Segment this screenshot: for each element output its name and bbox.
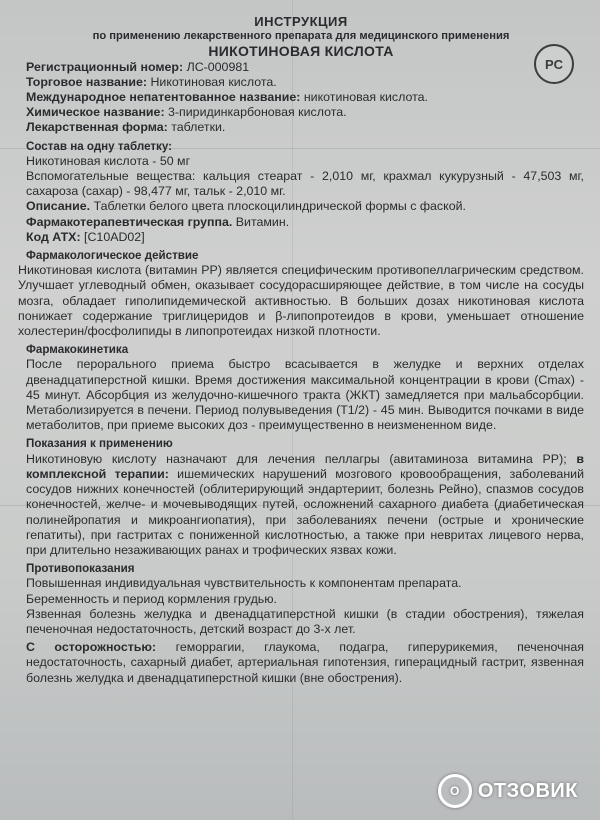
otzovik-watermark [438,774,578,808]
certification-mark-icon: PC [534,44,574,84]
reg-number: Регистрационный номер: ЛС-000981 [26,59,250,74]
contraindication-line: Беременность и период кормления грудью. [26,591,278,606]
leaflet-text [18,14,584,686]
leaflet-header [18,14,584,60]
atc-code: Код АТХ: [C10AD02] [26,229,145,244]
chemical-name: Химическое название: 3-пиридинкарбоновая кислота. [26,105,347,120]
description: Описание. Таблетки белого цвета плоскоцилиндрической формы с фаской. [26,199,466,214]
indications-heading: Показания к применению [26,437,173,451]
inn-name: Международное непатентованное название: никотиновая кислота. [26,90,428,105]
pharm-group: Фармакотерапевтическая группа. Витамин. [26,214,290,229]
pharmacodynamics-heading: Фармакологическое действие [26,249,199,263]
otzovik-logo-icon: O [438,774,472,808]
dosage-form: Лекарственная форма: таблетки. [26,120,226,135]
indications-text: Никотиновую кислоту назначают для лечения пеллагры (авитаминоза витамина РР); в комплексной терапии: ишемических нарушений мозгового кровообращения, заболеваний сосудов нижних конечностей (облитерирующий эндартериит, болезнь Рейно), спазмов сосудов конечностей, желче- и мочевыводящих путей, осложнений сахарного диабета (диабетическая полинейропатия и микроангиопатия), при заболеваниях печени (острые и хронические гепатиты), при гастритах с пониженной кислотностью, а также при невритах лицевого нерва, при длительно незаживающих ранах и трофических язвах кожи. [26,451,584,557]
watermark-text: ОТЗОВИК [477,779,578,802]
contraindication-line: Язвенная болезнь желудка и двенадцатиперстной кишки (в стадии обострения), тяжелая печеночная недостаточность, детский возраст до 3-х лет. [26,606,584,636]
excipients: Вспомогательные вещества: кальция стеарат - 2,010 мг, крахмал кукурузный - 47,503 мг, сахароза (сахар) - 98,477 мг, тальк - 2,010 мг. [26,169,584,199]
composition-heading: Состав на одну таблетку: [26,139,172,153]
pharmacokinetics-heading: Фармакокинетика [26,343,129,357]
trade-name: Торговое название: Никотиновая кислота. [26,74,277,89]
contraindications-heading: Противопоказания [26,562,135,576]
pharmacokinetics-text: После перорального приема быстро всасывается в желудке и верхних отделах двенадцатиперстной кишки. Время достижения максимальной концентрации в крови (Cmax) - 45 минут. Абсорбция из желудочно-кишечного тракта (ЖКТ) замедляется при мальабсорбции. Метаболизируется в печени. Период полувыведения (T1/2) - 45 мин. Выводится почками в виде метаболитов, при приеме высоких доз - преимущественно в неизмененном виде. [26,357,584,433]
doc-title: ИНСТРУКЦИЯ [254,14,348,29]
contraindication-line: Повышенная индивидуальная чувствительность к компонентам препарата. [26,576,462,591]
drug-name: НИКОТИНОВАЯ КИСЛОТА [208,43,394,60]
doc-subtitle: по применению лекарственного препарата для медицинского применения [92,30,510,43]
caution-text: С осторожностью: геморрагии, глаукома, подагра, гиперурикемия, печеночная недостаточность, сахарный диабет, артериальная гипотензия, гиперацидный гастрит, язвенная болезнь желудка и двенадцатиперстной кишки (вне обострения). [26,640,584,685]
pharmacodynamics-text: Никотиновая кислота (витамин РР) является специфическим противопеллагрическим средством. Улучшает углеводный обмен, оказывает сосудорасширяющее действие, в том числе на сосуды мозга, обладает гиполипидемической активностью. В больших дозах никотиновая кислота понижает содержание триглицеридов и β-липопротеидов в крови, уменьшает отношение холестерин/фосфолипиды в липопротеидах низкой плотности. [18,263,584,339]
active-ingredient: Никотиновая кислота - 50 мг [26,153,191,168]
